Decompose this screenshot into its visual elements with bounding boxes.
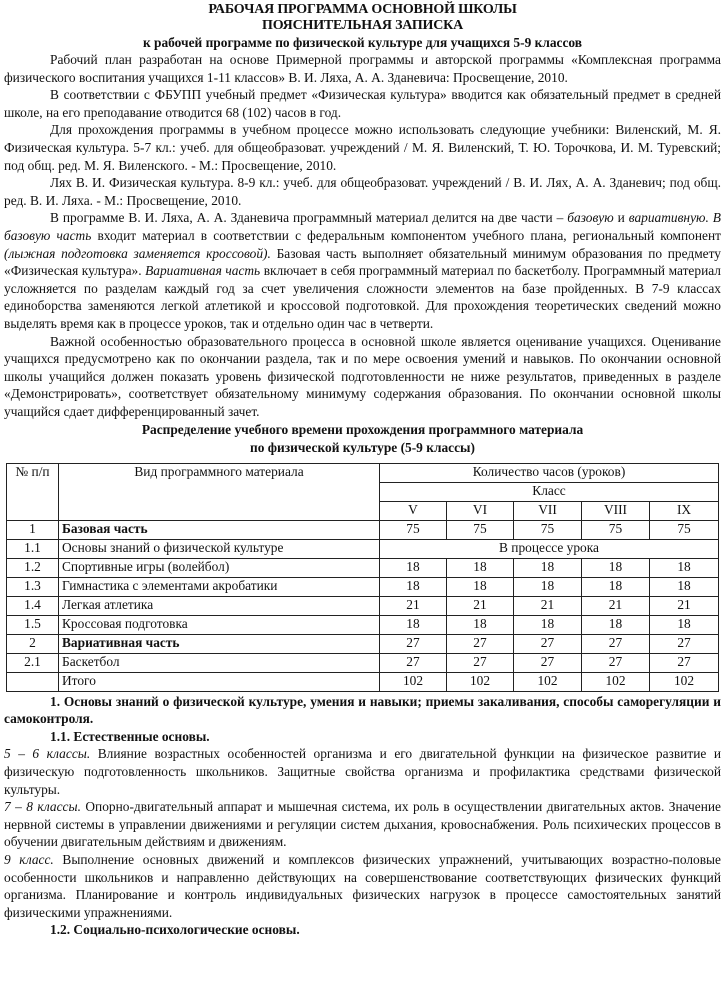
table-title-line2: по физической культуре (5-9 классы) (250, 440, 475, 456)
row-hours-value: 102 (582, 672, 650, 691)
grades-5-6-paragraph (4, 745, 721, 798)
hours-table (6, 463, 719, 692)
table-row (7, 558, 719, 577)
row-number: 1 (7, 520, 59, 539)
section-1-1-text: 1.1. Естественные основы. (50, 728, 210, 744)
table-row (7, 596, 719, 615)
row-material: Спортивные игры (волейбол) (59, 558, 380, 577)
table-title (4, 421, 721, 456)
row-hours-value: 27 (582, 653, 650, 672)
row-hours-value: 27 (514, 653, 582, 672)
table-row (7, 577, 719, 596)
grade-9-text: Выполнение основных движений и комплексов физических упражнений, учитывающих возрастно-половые особенности школьников и направленно действующих на совершенствование соответствующих физических функций организма. Планирование и контроль индивидуальных физических нагрузок в процессе самостоятельных занятий физическими упражнениями. (4, 852, 721, 920)
row-hours-value: 75 (582, 520, 650, 539)
paragraph-program-parts (4, 209, 721, 332)
row-hours-value: 18 (380, 558, 447, 577)
header-hours: Количество часов (уроков) (380, 463, 719, 482)
table-row (7, 672, 719, 691)
row-hours-value: 18 (582, 558, 650, 577)
row-material: Баскетбол (59, 653, 380, 672)
text-base-part-italic: В базовую часть (4, 210, 721, 243)
table-row (7, 520, 719, 539)
section-1-2-heading (4, 921, 721, 939)
header-num: № п/п (7, 463, 59, 520)
row-hours-value: 18 (582, 615, 650, 634)
row-hours-value: 27 (650, 653, 719, 672)
doc-subtitle: к рабочей программе по физической культуре для учащихся 5-9 классов (142, 35, 583, 50)
grades-7-8-label: 7 – 8 классы. (4, 799, 81, 815)
grades-7-8-paragraph (4, 798, 721, 851)
row-hours-value: 18 (380, 577, 447, 596)
table-row (7, 615, 719, 634)
row-hours-value: 27 (447, 653, 514, 672)
row-hours-value: 75 (514, 520, 582, 539)
row-material: Основы знаний о физической культуре (59, 539, 380, 558)
row-merged-value: В процессе урока (380, 539, 719, 558)
table-body (7, 520, 719, 691)
row-hours-value: 18 (447, 615, 514, 634)
row-hours-value: 18 (650, 577, 719, 596)
text-fragment: и (617, 210, 625, 226)
row-hours-value: 102 (650, 672, 719, 691)
grades-5-6-text: Влияние возрастных особенностей организма и его двигательной функции на физическое развитие и физическую подготовленность школьников. Защитные свойства организма и профилактика средствами физической культуры. (4, 746, 721, 797)
row-hours-value: 21 (447, 596, 514, 615)
row-number (7, 672, 59, 691)
row-number: 1.3 (7, 577, 59, 596)
row-hours-value: 21 (380, 596, 447, 615)
grade-9-label: 9 класс. (4, 852, 54, 867)
text-fragment: Базовая часть выполняет обязательный минимум образования по предмету «Физическая культура». (4, 245, 721, 279)
class-col-header: IX (650, 501, 719, 520)
row-hours-value: 75 (380, 520, 447, 539)
paragraph-basis: Рабочий план разработан на основе Примерной программы и авторской программы «Комплексная программа физического воспитания учащихся 1-11 классов» В. И. Ляха, А. А. Зданевича: Просвещение, 2010. (4, 52, 721, 85)
paragraph-assessment: Важной особенностью образовательного процесса в основной школе является оценивание учащихся. Оценивание учащихся предусмотрено как по окончании раздела, так и по мере освоения умений и навыков. По окончании основной школы учащийся должен показать уровень физической подготовленности не ниже результатов, приведенных в разделе «Демонстрировать», соответствует обязательному минимуму содержания образования. По окончании основной школы учащийся сдает дифференцированный зачет. (4, 333, 721, 419)
text-fragment: входит материал в соответствии с федеральным компонентом учебного плана, региональный компонент (97, 227, 721, 243)
paragraph-hours: В соответствии с ФБУПП учебный предмет «Физическая культура» вводится как обязательный предмет в средней школе, на его преподавание отводится 68 (102) часов в год. (4, 87, 721, 120)
table-header-row (7, 463, 719, 482)
class-col-header: VIII (582, 501, 650, 520)
row-hours-value: 21 (514, 596, 582, 615)
row-material: Базовая часть (59, 520, 380, 539)
row-material: Кроссовая подготовка (59, 615, 380, 634)
doc-title-line1: РАБОЧАЯ ПРОГРАММА ОСНОВНОЙ ШКОЛЫ (208, 2, 517, 17)
row-hours-value: 27 (514, 634, 582, 653)
grades-7-8-text: Опорно-двигательный аппарат и мышечная система, их роль в осуществлении двигательных актов. Значение нервной системы в управлении движениями и регуляции систем дыхания, кровоснабжения. Роль психических процессов в обучении двигательным действиям и движениям. (4, 799, 721, 850)
row-hours-value: 102 (447, 672, 514, 691)
header-class: Класс (380, 482, 719, 501)
header-material: Вид программного материала (59, 463, 380, 520)
row-hours-value: 102 (380, 672, 447, 691)
row-hours-value: 18 (650, 615, 719, 634)
paragraph-textbook-lyakh: Лях В. И. Физическая культура. 8-9 кл.: учеб. для общеобразоват. учреждений / В. И. Лях, А. А. Зданевич; под общ. ред. В. И. Ляха. - М.: Просвещение, 2010. (4, 175, 721, 208)
row-number: 1.1 (7, 539, 59, 558)
row-hours-value: 18 (447, 577, 514, 596)
row-material: Гимнастика с элементами акробатики (59, 577, 380, 596)
text-regional-italic: (лыжная подготовка заменяется кроссовой). (4, 245, 271, 261)
row-hours-value: 75 (650, 520, 719, 539)
row-material: Итого (59, 672, 380, 691)
text-fragment: В программе В. И. Ляха, А. А. Зданевича программный материал делится на две части – (50, 210, 564, 226)
row-hours-value: 27 (447, 634, 514, 653)
table-row (7, 539, 719, 558)
row-hours-value: 21 (650, 596, 719, 615)
grades-5-6-label: 5 – 6 классы. (4, 746, 91, 762)
row-number: 2.1 (7, 653, 59, 672)
section-1-2-text: 1.2. Социально-психологические основы. (50, 922, 300, 938)
row-hours-value: 18 (514, 615, 582, 634)
section-1-heading (4, 693, 721, 728)
row-hours-value: 18 (582, 577, 650, 596)
text-fragment: включает в себя программный материал по баскетболу. Программный материал усложняется по разделам каждый год за счет увеличения сложности элементов на базе пройденных. В 7-9 классах единоборства заменяются легкой атлетикой и кроссовой подготовкой. Для прохождения теоретических сведений можно выделять время как в процессе уроков, так и отдельно один час в четверти. (4, 263, 721, 331)
table-row (7, 653, 719, 672)
row-material: Легкая атлетика (59, 596, 380, 615)
text-variative-italic: вариативную. (628, 210, 709, 226)
section-1-1-heading (4, 728, 721, 746)
row-hours-value: 18 (447, 558, 514, 577)
row-hours-value: 75 (447, 520, 514, 539)
row-number: 1.4 (7, 596, 59, 615)
grade-9-paragraph (4, 851, 721, 921)
table-row (7, 634, 719, 653)
text-variative-part-italic: Вариативная часть (145, 263, 261, 279)
row-hours-value: 18 (380, 615, 447, 634)
row-hours-value: 27 (380, 653, 447, 672)
row-material: Вариативная часть (59, 634, 380, 653)
row-number: 1.5 (7, 615, 59, 634)
row-hours-value: 102 (514, 672, 582, 691)
row-number: 2 (7, 634, 59, 653)
row-hours-value: 21 (582, 596, 650, 615)
row-hours-value: 27 (650, 634, 719, 653)
class-col-header: VI (447, 501, 514, 520)
text-base-italic: базовую (567, 210, 614, 226)
class-col-header: VII (514, 501, 582, 520)
paragraph-textbooks: Для прохождения программы в учебном процессе можно использовать следующие учебники: Виленский, М. Я. Физическая культура. 5-7 кл.: учеб. для общеобразоват. учреждений / М. Я. Виленский, Т. Ю. Торочкова, И. М. Туревский; под общ. ред. М. Я. Виленского. - М.: Просвещение, 2010. (4, 122, 721, 173)
section-1-text: 1. Основы знаний о физической культуре, умения и навыки; приемы закаливания, способы саморегуляции и самоконтроля. (4, 693, 721, 727)
row-number: 1.2 (7, 558, 59, 577)
doc-title-line2: ПОЯСНИТЕЛЬНАЯ ЗАПИСКА (262, 18, 463, 33)
row-hours-value: 27 (582, 634, 650, 653)
class-col-header: V (380, 501, 447, 520)
row-hours-value: 18 (650, 558, 719, 577)
table-title-line1: Распределение учебного времени прохождения программного материала (141, 422, 584, 438)
row-hours-value: 18 (514, 577, 582, 596)
row-hours-value: 27 (380, 634, 447, 653)
row-hours-value: 18 (514, 558, 582, 577)
